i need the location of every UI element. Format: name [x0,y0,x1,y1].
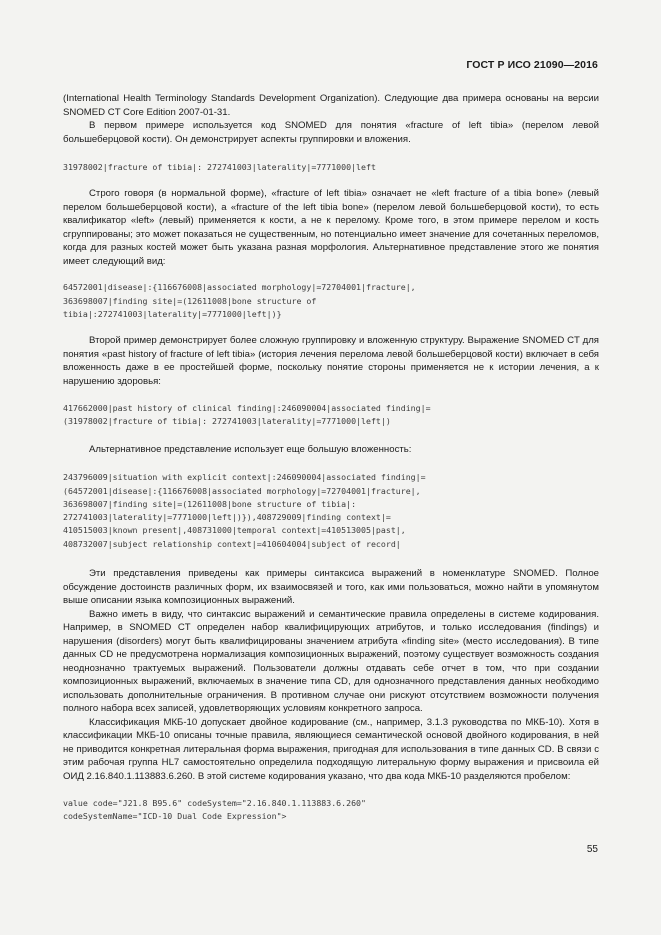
code-example: value code="J21.8 B95.6" codeSystem="2.16.840.1.113883.6.260" codeSystemName="ICD-10 Dual Code Expression"> [63,798,366,822]
paragraph: В первом примере используется код SNOMED для понятия «fracture of left tibia» (перелом левой большеберцовой кости). Он демонстрирует аспекты группировки и вложения. [63,120,599,145]
code-example: 417662000|past history of clinical finding|:246090004|associated finding|= (31978002|fracture of tibia|: 272741003|laterality|=7771000|left|) [63,403,431,427]
paragraph: Строго говоря (в нормальной форме), «fracture of left tibia» означает не «left fracture of a tibia bone» (левый перелом большеберцовой кости), а «fracture of the left tibia bone» (перелом левой большеберцовой кости), то есть квалификатор «left» (левый) применяется к кости, а не к перелому. Кроме того, в этом примере перелом и кость сгруппированы; это может показаться не существенным, но потенциально имеет значение для сочетанных переломов, когда для разных костей может быть указана разная морфология. Альтернативное представление этого же понятия имеет следующий вид: [63,188,599,267]
paragraph: Второй пример демонстрирует более сложную группировку и вложенную структуру. Выражение SNOMED CT для понятия «past history of fracture of left tibia» (история лечения перелома левой большеберцовой кости) включает в себя вложенность даже в ее простейшей форме, поскольку понятие стороны применяется не к истории лечения, а к нарушению здоровья: [63,335,599,387]
code-example: 31978002|fracture of tibia|: 272741003|laterality|=7771000|left [63,162,376,172]
paragraph: (International Health Terminology Standards Development Organization). Следующие два примера основаны на версии SNOMED CT Core Edition 2007-01-31. [63,93,599,118]
paragraph: Важно иметь в виду, что синтаксис выражений и семантические правила определены в системе кодирования. Например, в SNOMED CT определен набор квалифицирующих атрибутов, и только исследования (findings) и нарушения (disorders) могут быть квалифицированы значением атрибута «finding site» (место исследования). В типе данных CD не предусмотрена нормализация композиционных выражений, поэтому существует возможность создания неоднозначно трактуемых выражений. Пользователи должны отдавать себе отчет в том, что при создании композиционных выражений, включаемых в значение типа CD, для однозначного представления данных необходимо использовать дополнительные ограничения. В противном случае они рискуют отсутствием возможности получения полного набора всех записей, удовлетворяющих условиям конкретного запроса. [63,608,599,715]
code-example: 243796009|situation with explicit context|:246090004|associated finding|= (64572001|disease|:{116676008|associated morphology|=72704001|fracture|, 363698007|finding site|=(12611008|bone structure of tibia|: 272741003|laterality|=7771000|left|)}),408729009|finding context|= 410515003|known present|,408731000|temporal context|=410513005|past|, 408732007|subject relationship context|=410604004|subject of record| [63,472,426,549]
paragraph: Эти представления приведены как примеры синтаксиса выражений в номенклатуре SNOMED. Полное обсуждение достоинств различных форм, их взаимосвязей и того, как ими пользоваться, можно найти в упомянутом выше описании языка композиционных выражений. [63,568,599,607]
page-body [63,92,599,824]
paragraph: Классификация МКБ-10 допускает двойное кодирование (см., например, 3.1.3 руководства по МКБ-10). Хотя в классификации МКБ-10 описаны точные правила, являющиеся семантической основой двойного кодирования, в ней не приводится конкретная литеральная форма выражения, пригодная для использования в типе данных CD. В связи с этим рабочая группа HL7 самостоятельно определила подходящую литеральную форму выражения и присвоила ей ОИД 2.16.840.1.113883.6.260. В этой системе кодирования указано, что два кода МКБ-10 разделяются пробелом: [63,716,599,782]
standard-header: ГОСТ Р ИСО 21090—2016 [466,59,598,71]
paragraph: Альтернативное представление использует еще большую вложенность: [89,443,412,455]
page-number: 55 [586,844,598,855]
code-example: 64572001|disease|:{116676008|associated morphology|=72704001|fracture|, 363698007|finding site|=(12611008|bone structure of tibia|:272741003|laterality|=7771000|left|)} [63,282,416,319]
